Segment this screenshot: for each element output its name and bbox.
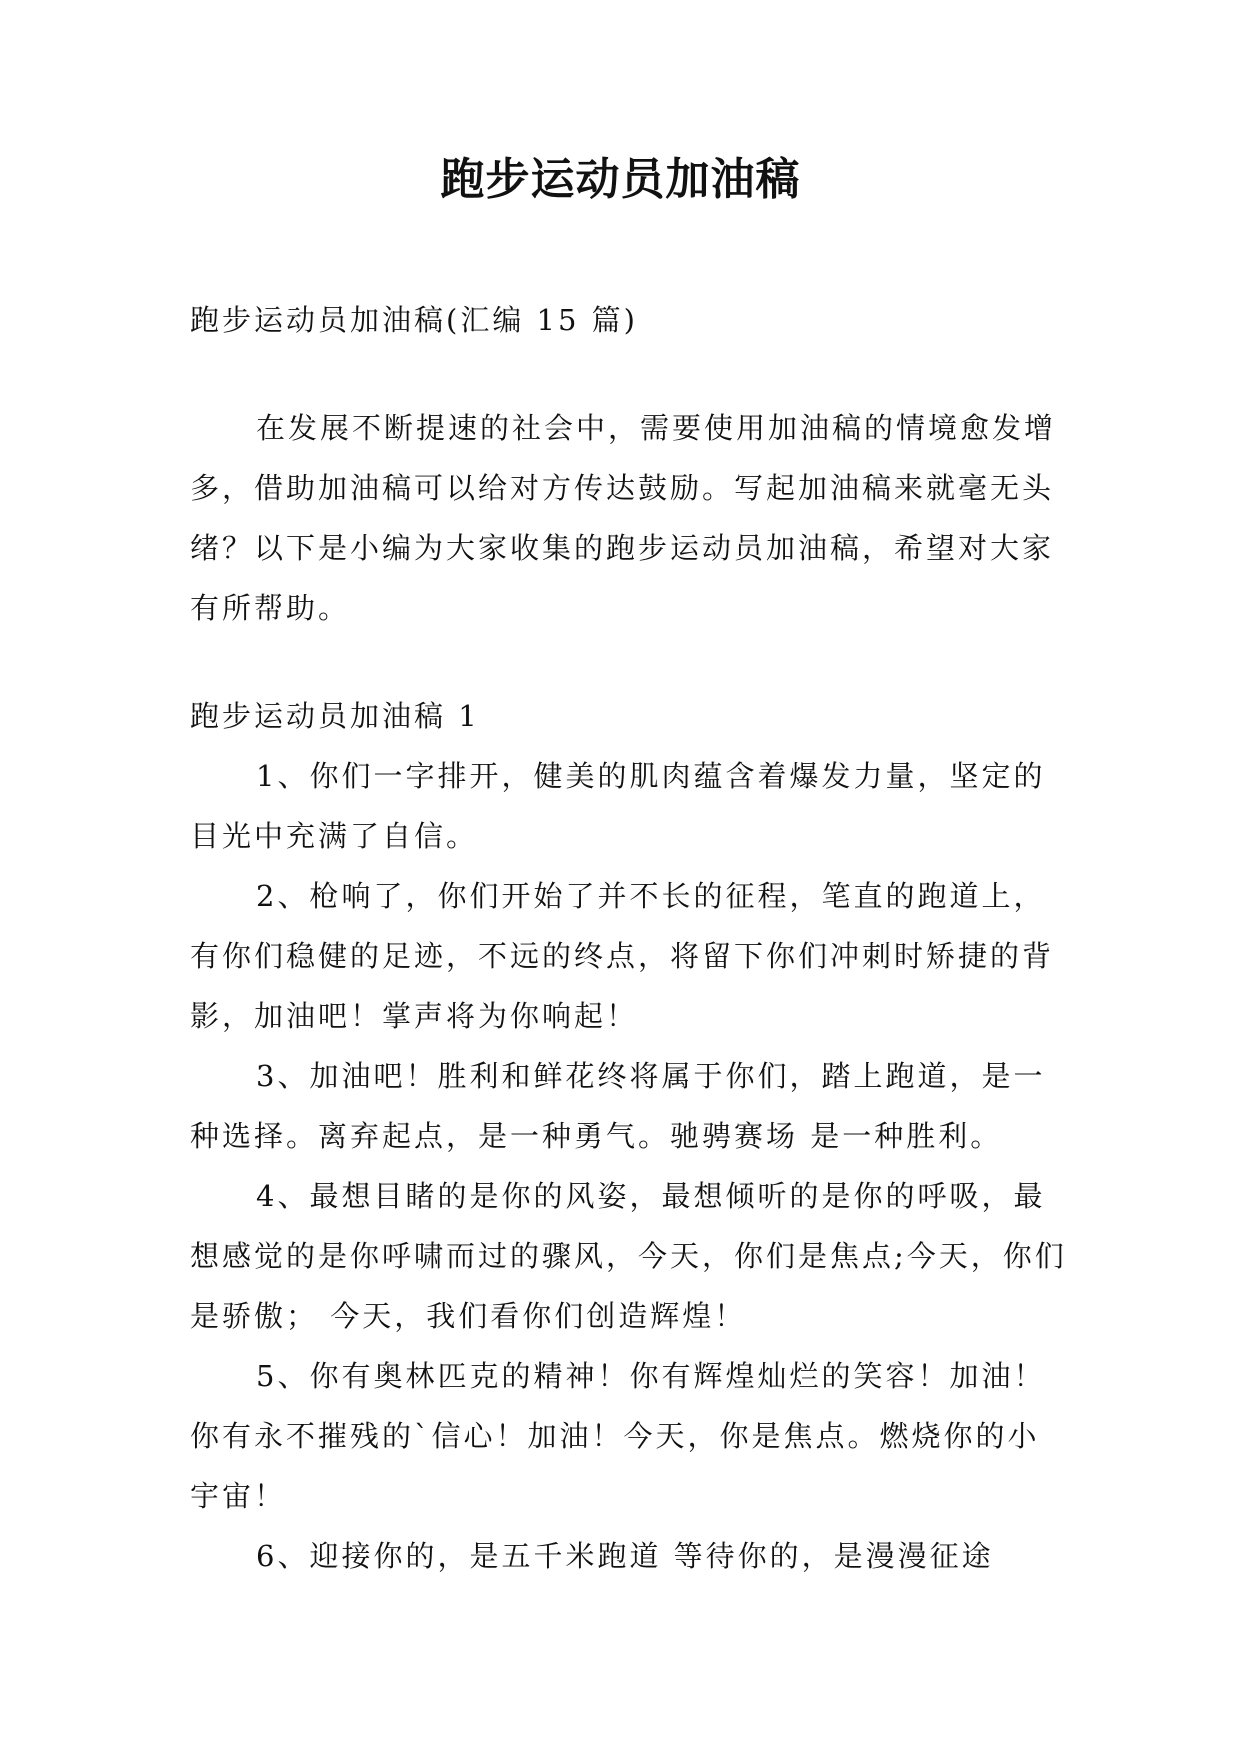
- body-paragraph-2: 2、枪响了，你们开始了并不长的征程，笔直的跑道上，有你们稳健的足迹，不远的终点，将留下你们冲刺时矫捷的背影，加油吧！掌声将为你响起！: [190, 879, 1055, 1033]
- section-heading: 跑步运动员加油稿 1: [190, 699, 480, 733]
- document-body: [190, 290, 1070, 1586]
- body-paragraph-3: 3、加油吧！胜利和鲜花终将属于你们，踏上跑道，是一种选择。离弃起点，是一种勇气。驰骋赛场 是一种胜利。: [190, 1059, 1046, 1153]
- body-paragraph-6: 6、迎接你的，是五千米跑道 等待你的，是漫漫征途: [256, 1539, 994, 1573]
- document-title: 跑步运动员加油稿: [440, 154, 801, 205]
- document-subtitle: 跑步运动员加油稿(汇编 15 篇): [190, 303, 638, 337]
- intro-paragraph: 在发展不断提速的社会中，需要使用加油稿的情境愈发增多，借助加油稿可以给对方传达鼓励。写起加油稿来就毫无头绪？以下是小编为大家收集的跑步运动员加油稿，希望对大家有所帮助。: [190, 411, 1057, 625]
- body-paragraph-1: 1、你们一字排开，健美的肌肉蕴含着爆发力量，坚定的目光中充满了自信。: [190, 759, 1046, 853]
- body-paragraph-4: 4、最想目睹的是你的风姿，最想倾听的是你的呼吸，最想感觉的是你呼啸而过的骤风，今天，你们是焦点;今天，你们是骄傲； 今天，我们看你们创造辉煌！: [190, 1179, 1067, 1333]
- body-paragraph-5: 5、你有奥林匹克的精神！你有辉煌灿烂的笑容！加油！你有永不摧残的`信心！加油！今天，你是焦点。燃烧你的小宇宙！: [190, 1359, 1046, 1513]
